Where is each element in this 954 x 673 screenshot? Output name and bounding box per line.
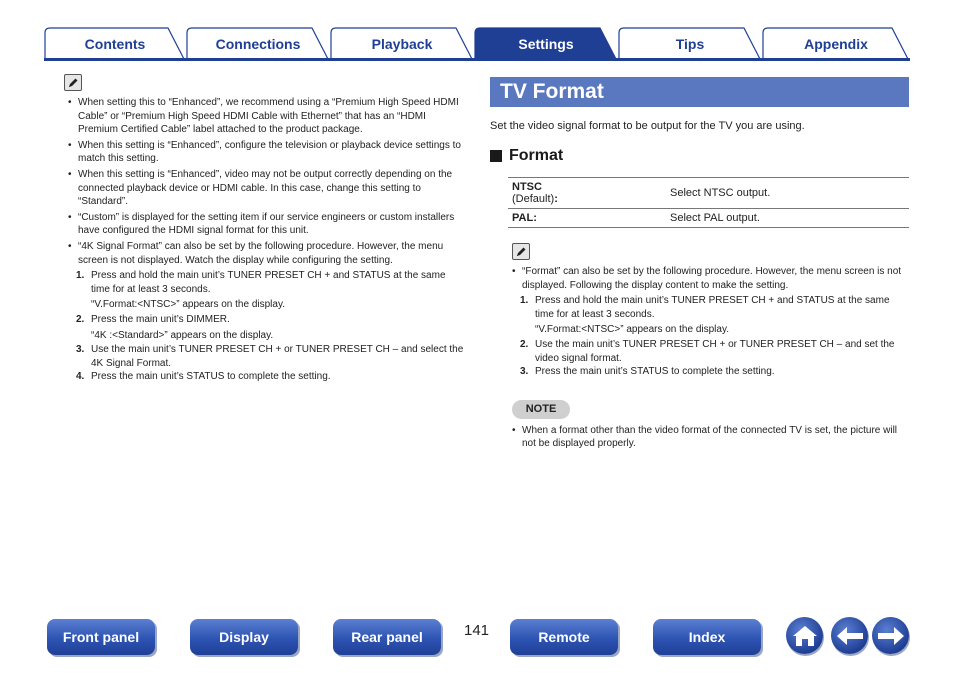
option-key-cell [508,178,666,209]
option-description: Select NTSC output. [670,187,771,199]
step-text: Press the main unit’s STATUS to complete the setting. [535,366,775,378]
option-key-cell [508,209,666,228]
tab-label: Tips [675,36,705,52]
remote-button[interactable]: Remote [510,619,618,655]
arrow-right-icon [877,626,905,646]
step-item [76,370,464,384]
table-row [508,178,909,209]
step-text: Use the main unit’s TUNER PRESET CH + or TUNER PRESET CH – and set the video signal format. [535,338,895,364]
index-button[interactable]: Index [653,619,761,655]
tab-connections[interactable] [186,27,330,61]
tab-label: Connections [215,36,301,52]
list-item: • When this setting is “Enhanced”, video may not be output correctly depending on the connected playback device or HDMI cable. In this case, change this setting to “Standard”. [64,168,464,209]
note-badge: NOTE [512,400,570,419]
step-number: 3. [76,344,85,356]
step-text: Press the main unit’s DIMMER. [91,313,230,325]
step-item [520,338,909,365]
previous-page-button[interactable] [831,617,868,654]
page-title-bar [490,77,909,107]
option-key: PAL [512,212,534,224]
section-heading [490,147,909,165]
table-row [508,209,909,228]
step-number: 3. [520,366,529,378]
step-result: “4K :<Standard>” appears on the display. [91,329,274,341]
list-item: • When this setting is “Enhanced”, configure the television or playback device settings to match this setting. [64,139,464,166]
step-number: 1. [76,270,85,282]
tab-label: Playback [371,36,433,52]
step-item [76,343,464,370]
note-bullet-list [508,424,909,451]
arrow-left-icon [836,626,864,646]
list-item: • “Custom” is displayed for the setting item if our service engineers or custom installers have configured the HDMI signal format for this unit. [64,211,464,238]
intro-text: Set the video signal format to be output for the TV you are using. [490,120,805,132]
tab-baseline [44,58,910,61]
rear-panel-button[interactable]: Rear panel [333,619,441,655]
memo-bullet-list [508,265,909,292]
home-button[interactable] [786,617,823,654]
step-text: Use the main unit’s TUNER PRESET CH + or TUNER PRESET CH – and select the 4K Signal Format. [91,344,464,369]
tab-playback[interactable] [330,27,474,61]
option-colon: : [533,212,537,224]
front-panel-button[interactable]: Front panel [47,619,155,655]
pencil-memo-icon [512,243,530,260]
option-colon: : [554,193,558,205]
square-bullet-icon [490,150,502,162]
step-text: Press and hold the main unit’s TUNER PRESET CH + and STATUS at the same time for at least 3 seconds. [535,295,890,320]
step-number: 2. [76,313,85,325]
step-item [76,313,464,342]
step-number: 1. [520,295,529,307]
list-item: • “4K Signal Format” can also be set by the following procedure. However, the menu screen is not displayed. Watch the display while configuring the setting. [64,240,464,267]
list-item: • When setting this to “Enhanced”, we recommend using a “Premium High Speed HDMI Cable” or “Premium High Speed HDMI Cable with Ethernet” that has an “HDMI Premium Certified Cable” label attached to the product package. [64,96,464,137]
right-column [490,77,909,453]
memo-bullet-list [64,96,464,267]
step-text: Press the main unit’s STATUS to complete the setting. [91,371,331,383]
list-item: • “Format” can also be set by the following procedure. However, the menu screen is not displayed. Following the display content to make the setting. [508,265,909,292]
tab-label: Contents [84,36,146,52]
list-item: • When a format other than the video format of the connected TV is set, the picture will not be displayed properly. [508,424,909,451]
step-result: “V.Format:<NTSC>” appears on the display. [91,299,285,311]
step-result: “V.Format:<NTSC>” appears on the display. [535,324,729,336]
tab-label: Appendix [804,36,868,52]
step-item [76,269,464,312]
tab-tips[interactable] [618,27,762,61]
procedure-steps [520,294,909,379]
step-number: 4. [76,371,85,383]
step-number: 2. [520,338,529,350]
format-options-table [508,177,909,228]
step-item [520,294,909,337]
pencil-memo-icon [64,74,82,91]
home-icon [792,624,818,648]
step-text: Press and hold the main unit’s TUNER PRESET CH + and STATUS at the same time for at least 3 seconds. [91,270,446,295]
display-button[interactable]: Display [190,619,298,655]
tab-contents[interactable] [44,27,186,61]
section-title: Format [509,147,564,164]
note-section [512,399,909,419]
left-column [64,74,464,384]
option-key: NTSC [512,181,542,193]
tab-settings[interactable] [474,27,618,61]
tab-appendix[interactable] [762,27,910,61]
tab-label: Settings [518,36,574,52]
top-tab-bar [44,27,910,61]
page-number: 141 [464,622,490,639]
next-page-button[interactable] [872,617,909,654]
option-default: (Default) [512,193,555,205]
step-item [520,365,909,379]
procedure-steps [76,269,464,384]
page-title: TV Format [500,80,604,103]
option-description: Select PAL output. [670,212,760,224]
